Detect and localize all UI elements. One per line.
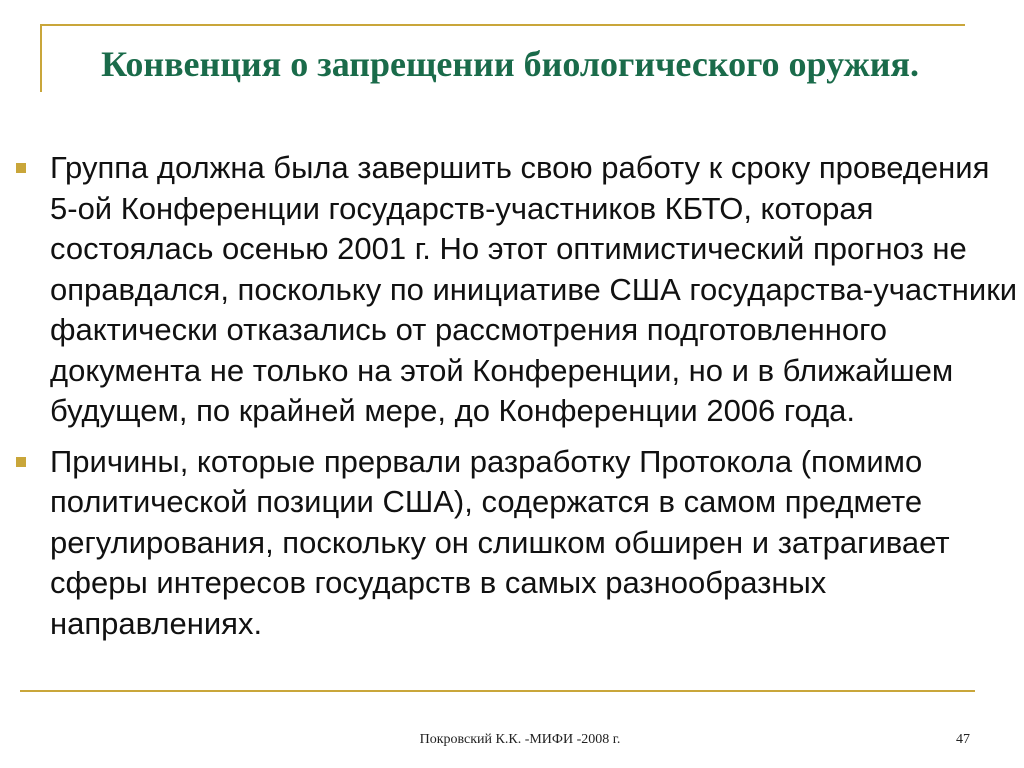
frame-line-bottom xyxy=(20,690,975,692)
bullet-text-1: Группа должна была завершить свою работу к сроку проведения 5-ой Конференции государств-участников КБТО, которая состоялась осенью 2001 г. Но этот оптимистический прогноз не оправдался, поскольку по инициативе США государства-участники фактически отказались от рассмотрения подготовленного документа не только на этой Конференции, но и в ближайшем будущем, по крайней мере, до Конференции 2006 года. xyxy=(50,150,1018,428)
bullet-text-2: Причины, которые прервали разработку Протокола (помимо политической позиции США), содержатся в самом предмете регулирования, поскольку он слишком обширен и затрагивает сферы интересов государств в самых разнообразных направлениях. xyxy=(50,443,950,641)
frame-line-top xyxy=(40,24,965,26)
bullet-item-1 xyxy=(10,148,1020,432)
slide-title: Конвенция о запрещении биологического оружия. xyxy=(101,44,919,84)
square-bullet-icon xyxy=(16,457,26,467)
footer-author: Покровский К.К. -МИФИ -2008 г. xyxy=(419,732,621,747)
frame-line-left xyxy=(40,24,42,92)
bullet-item-2 xyxy=(10,442,1020,645)
square-bullet-icon xyxy=(16,163,26,173)
page-number: 47 xyxy=(956,732,970,747)
slide-content xyxy=(10,148,1020,654)
